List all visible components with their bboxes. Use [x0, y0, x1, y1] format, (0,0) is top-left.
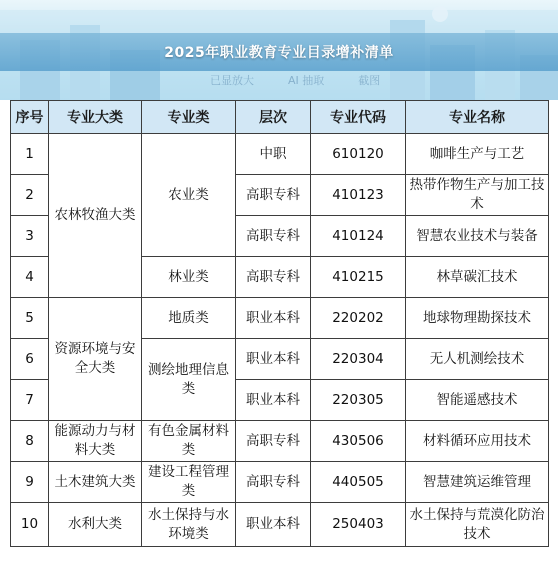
- header-code: 专业代码: [311, 101, 406, 134]
- cell-major-name: 材料循环应用技术: [406, 421, 549, 462]
- cell-major-name: 咖啡生产与工艺: [406, 134, 549, 175]
- document-title: 2025年职业教育专业目录增补清单: [164, 45, 394, 61]
- cell-code: 410123: [311, 175, 406, 216]
- table-row: [11, 421, 549, 462]
- cell-subclass: 地质类: [142, 298, 236, 339]
- cell-category: 资源环境与安全大类: [49, 298, 142, 421]
- cell-category: 水利大类: [49, 503, 142, 547]
- cell-category: 能源动力与材料大类: [49, 421, 142, 462]
- cell-level: 高职专科: [236, 257, 311, 298]
- cell-code: 430506: [311, 421, 406, 462]
- cell-subclass: 有色金属材料类: [142, 421, 236, 462]
- header-no: 序号: [11, 101, 49, 134]
- cell-subclass: 农业类: [142, 134, 236, 257]
- header-level: 层次: [236, 101, 311, 134]
- ghost-item-screenshot: 截图: [358, 74, 381, 87]
- cell-no: 7: [11, 380, 49, 421]
- cell-no: 10: [11, 503, 49, 547]
- cell-major-name: 无人机测绘技术: [406, 339, 549, 380]
- cell-no: 3: [11, 216, 49, 257]
- title-bar: [0, 33, 558, 71]
- cell-level: 高职专科: [236, 175, 311, 216]
- cell-no: 5: [11, 298, 49, 339]
- ghost-item-ai: AI 抽取: [288, 74, 325, 87]
- cell-no: 8: [11, 421, 49, 462]
- cell-no: 2: [11, 175, 49, 216]
- header-subclass: 专业类: [142, 101, 236, 134]
- cell-major-name: 地球物理勘探技术: [406, 298, 549, 339]
- header-banner: [0, 0, 558, 100]
- table-row: [11, 298, 549, 339]
- table-header-row: [11, 101, 549, 134]
- header-major-name: 专业名称: [406, 101, 549, 134]
- cell-level: 高职专科: [236, 216, 311, 257]
- cell-code: 410215: [311, 257, 406, 298]
- cell-major-name: 热带作物生产与加工技术: [406, 175, 549, 216]
- major-catalog-table: [10, 100, 549, 547]
- table-row: [11, 134, 549, 175]
- cell-subclass: 测绘地理信息类: [142, 339, 236, 421]
- table-row: [11, 503, 549, 547]
- cell-subclass: 水土保持与水环境类: [142, 503, 236, 547]
- cell-code: 410124: [311, 216, 406, 257]
- cell-major-name: 智慧建筑运维管理: [406, 462, 549, 503]
- cell-subclass: 林业类: [142, 257, 236, 298]
- ghost-toolbar-overlay: [210, 72, 380, 90]
- cell-level: 职业本科: [236, 339, 311, 380]
- cell-major-name: 智慧农业技术与装备: [406, 216, 549, 257]
- cell-code: 220202: [311, 298, 406, 339]
- cell-major-name: 智能遥感技术: [406, 380, 549, 421]
- cell-category: 农林牧渔大类: [49, 134, 142, 298]
- cell-code: 440505: [311, 462, 406, 503]
- cell-major-name: 水土保持与荒漠化防治技术: [406, 503, 549, 547]
- cell-level: 职业本科: [236, 380, 311, 421]
- header-category: 专业大类: [49, 101, 142, 134]
- cell-major-name: 林草碳汇技术: [406, 257, 549, 298]
- cell-category: 土木建筑大类: [49, 462, 142, 503]
- cell-code: 220304: [311, 339, 406, 380]
- cell-no: 6: [11, 339, 49, 380]
- cell-level: 中职: [236, 134, 311, 175]
- cell-code: 610120: [311, 134, 406, 175]
- cell-subclass: 建设工程管理类: [142, 462, 236, 503]
- cell-no: 1: [11, 134, 49, 175]
- table-row: [11, 462, 549, 503]
- cell-level: 职业本科: [236, 298, 311, 339]
- ghost-item-zoom: 已显放大: [210, 74, 254, 87]
- cell-no: 9: [11, 462, 49, 503]
- cell-no: 4: [11, 257, 49, 298]
- cell-level: 高职专科: [236, 421, 311, 462]
- cell-code: 250403: [311, 503, 406, 547]
- cell-level: 高职专科: [236, 462, 311, 503]
- cell-level: 职业本科: [236, 503, 311, 547]
- cell-code: 220305: [311, 380, 406, 421]
